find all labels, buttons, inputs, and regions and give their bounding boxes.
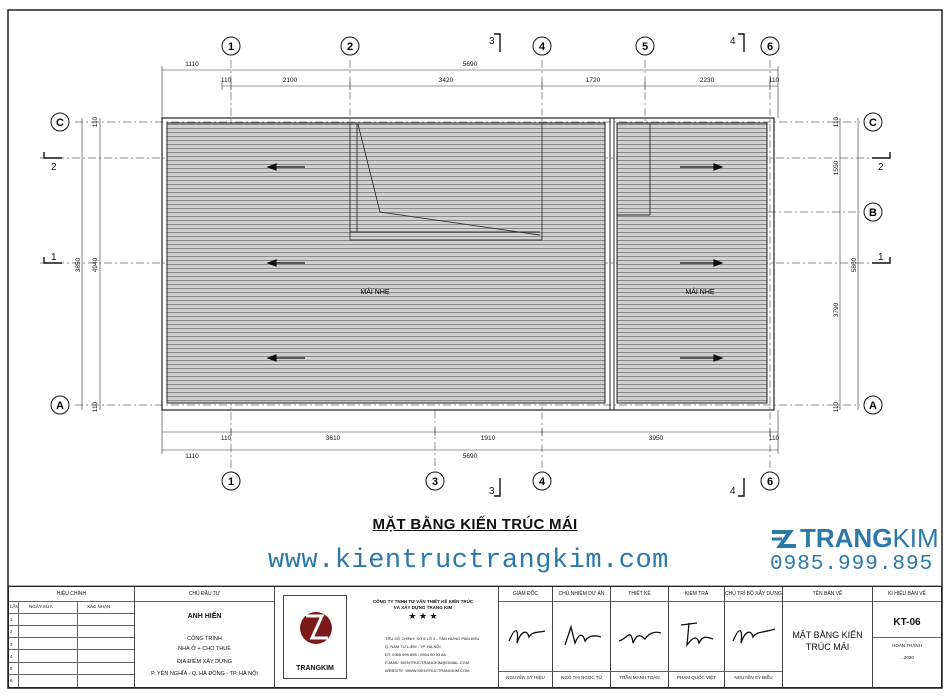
sheet-code-header: KÍ HIỆU BẢN VẼ (888, 591, 926, 597)
dim-text: 110 (220, 435, 232, 442)
company-stars: ★ ★ ★ (408, 611, 438, 621)
signature-icon (731, 623, 777, 647)
rev-row: 1 (10, 617, 13, 622)
svg-text:4: 4 (538, 41, 546, 53)
sheet-name-section (783, 587, 873, 687)
signature-checker (669, 587, 725, 687)
axis-bubble (51, 396, 69, 414)
axis-bubble (761, 37, 779, 55)
svg-text:3: 3 (489, 36, 495, 47)
company-info-line: E-MAIL: KIENTRUCTRANGKIM@GMAIL.COM (385, 660, 470, 665)
owner-header: CHỦ ĐẦU TƯ (188, 591, 221, 597)
title-block (8, 586, 942, 688)
location-header: ĐỊA ĐIỂM XÂY DỰNG (176, 659, 233, 665)
dim-text: 1110 (185, 453, 199, 460)
company-logo-icon (296, 604, 336, 652)
svg-text:B: B (869, 207, 877, 219)
axis-bubble (761, 472, 779, 490)
dim-text: 3850 (75, 257, 82, 273)
sheet-code: KT-06 (893, 617, 921, 628)
dim-text: 5690 (462, 453, 478, 460)
role-label: CHỦ NHIỆM DỰ ÁN (558, 591, 605, 597)
phone-number[interactable]: 0985.999.895 (770, 553, 934, 576)
rev-row: 2 (10, 629, 13, 635)
dim-text: 1720 (585, 77, 601, 84)
axis-bubble (864, 113, 882, 131)
dim-text: 110 (92, 116, 99, 128)
company-info-line: TRỤ SỞ CHÍNH: SỐ 6 LÔ 4 - TÂN HƯNG PAM KHU (385, 636, 480, 641)
roof-label-left: MÁI NHẸ (360, 289, 390, 296)
dim-text: 3420 (438, 77, 454, 84)
dim-text: 5690 (462, 61, 478, 68)
svg-text:5: 5 (641, 41, 649, 53)
svg-text:A: A (56, 400, 64, 412)
company-logo-box (283, 595, 347, 679)
axis-bubble (533, 37, 551, 55)
signer-name: TRẦN MẠNH TOÀN (619, 675, 660, 680)
svg-text:4: 4 (538, 476, 546, 488)
website-text[interactable]: www.kientructrangkim.com (268, 546, 669, 576)
company-info-line: WEBSITE: WWW.KIENTRUCTRANGKIM.COM (385, 668, 470, 673)
sheet-name-header: TÊN BẢN VẼ (812, 591, 843, 597)
rev-row: 5 (10, 666, 13, 672)
rev-col: LẦN (10, 604, 19, 609)
axis-bubble (222, 37, 240, 55)
axis-bubble (533, 472, 551, 490)
axis-bubble (864, 396, 882, 414)
dim-text: 3950 (648, 435, 664, 442)
company-info-line: Q. NAM TỪ LIÊM - TP. HÀ NỘI (385, 644, 441, 649)
project-header: CÔNG TRÌNH (187, 636, 222, 642)
completed-header: HOÀN THÀNH (892, 643, 922, 648)
completed-value: ...2020 (900, 655, 914, 660)
signature-icon (617, 623, 663, 649)
rev-col: XÁC NHẬN (87, 604, 111, 609)
revision-section (9, 587, 135, 687)
company-info (385, 635, 497, 675)
axis-bubble (864, 203, 882, 221)
dim-text: 1110 (185, 61, 199, 68)
svg-text:2: 2 (346, 41, 354, 53)
svg-text:2: 2 (878, 162, 884, 173)
rev-row: 6 (10, 678, 13, 684)
svg-text:1: 1 (878, 252, 884, 263)
company-logo-text: TRANGKIM (296, 665, 334, 672)
axis-bubble (51, 113, 69, 131)
brand-part2: KIM (892, 523, 939, 553)
signature-chief (725, 587, 783, 687)
axis-bubble (341, 37, 359, 55)
role-label: THIẾT KẾ (628, 591, 651, 597)
signature-icon (677, 617, 717, 651)
owner-name: ANH HIẾN (187, 613, 222, 620)
dim-text: 1910 (480, 435, 496, 442)
role-label: CHỦ TRÌ BỘ XÂY DỰNG (725, 591, 782, 597)
svg-text:A: A (869, 400, 877, 412)
dim-text: 110 (833, 401, 840, 413)
revision-columns (9, 604, 134, 613)
signature-icon (561, 623, 603, 649)
signer-name: NGUYỄN SỸ HIỆU (506, 675, 545, 680)
axis-bubble (636, 37, 654, 55)
dim-text: 110 (220, 77, 232, 84)
brand-logo (770, 523, 939, 554)
signer-name: NGÔ THỊ NGỌC TÚ (561, 675, 602, 680)
svg-text:3: 3 (489, 486, 495, 497)
brand-part1: TRANG (800, 523, 893, 553)
rev-col: NGÀY SỬA (29, 604, 53, 609)
drawing-title: MẶT BẰNG KIẾN TRÚC MÁI (372, 516, 578, 533)
company-name (351, 599, 495, 622)
axis-bubble (426, 472, 444, 490)
company-section (275, 587, 499, 687)
role-label: KIỂM TRA (684, 591, 709, 597)
svg-text:C: C (869, 117, 877, 129)
dim-text: 110 (92, 401, 99, 413)
svg-text:1: 1 (227, 41, 235, 53)
role-label: GIÁM ĐỐC (512, 591, 539, 597)
dim-text: 110 (768, 77, 780, 84)
svg-text:4: 4 (730, 36, 736, 47)
svg-text:1: 1 (227, 476, 235, 488)
dim-text: 5860 (851, 257, 858, 273)
svg-text:3: 3 (431, 476, 439, 488)
rev-row: 3 (10, 641, 13, 647)
svg-text:C: C (56, 117, 64, 129)
signer-name: PHẠM QUỐC VIỆT (676, 675, 716, 680)
rev-row: 4 (10, 653, 13, 659)
signature-pm (553, 587, 611, 687)
dim-text: 1550 (833, 160, 840, 176)
dim-text: 2100 (282, 77, 298, 84)
sheet-code-section (873, 587, 941, 687)
svg-text:2: 2 (51, 162, 57, 173)
company-line1: CÔNG TY TNHH TƯ VẤN THIẾT KẾ KIẾN TRÚC (372, 599, 474, 604)
signature-icon (507, 623, 547, 647)
dim-text: 4940 (92, 257, 99, 273)
dim-text: 3610 (325, 435, 341, 442)
company-line2: VÀ XÂY DỰNG TRANG KIM (393, 605, 453, 610)
dim-text: 110 (768, 435, 780, 442)
dim-text: 2230 (699, 77, 715, 84)
axis-bubble (222, 472, 240, 490)
dim-text: 3790 (833, 302, 840, 318)
signer-name: NGUYỄN SỸ BIỂU (734, 675, 773, 680)
sheet-name: MẶT BẰNG KIẾN TRÚC MÁI (792, 630, 863, 652)
svg-text:1: 1 (51, 252, 57, 263)
trangkim-logo-icon (770, 526, 798, 550)
roof-panel-left (167, 123, 605, 403)
signature-designer (611, 587, 669, 687)
revision-header: HIỆU CHỈNH (56, 591, 87, 597)
company-info-line: ĐT: 0985 999 895 - 0904 90 03 88 (385, 652, 446, 657)
svg-text:4: 4 (730, 486, 736, 497)
dim-text: 110 (833, 116, 840, 128)
roof-label-right: MÁI NHẸ (685, 289, 715, 296)
svg-text:6: 6 (766, 41, 774, 53)
owner-section (135, 587, 275, 687)
project-name: NHÀ Ở + CHO THUÊ (178, 646, 231, 652)
svg-text:6: 6 (766, 476, 774, 488)
location: P. YÊN NGHĨA - Q. HÀ ĐÔNG - TP. HÀ NỘI (151, 671, 258, 677)
signature-director (499, 587, 553, 687)
